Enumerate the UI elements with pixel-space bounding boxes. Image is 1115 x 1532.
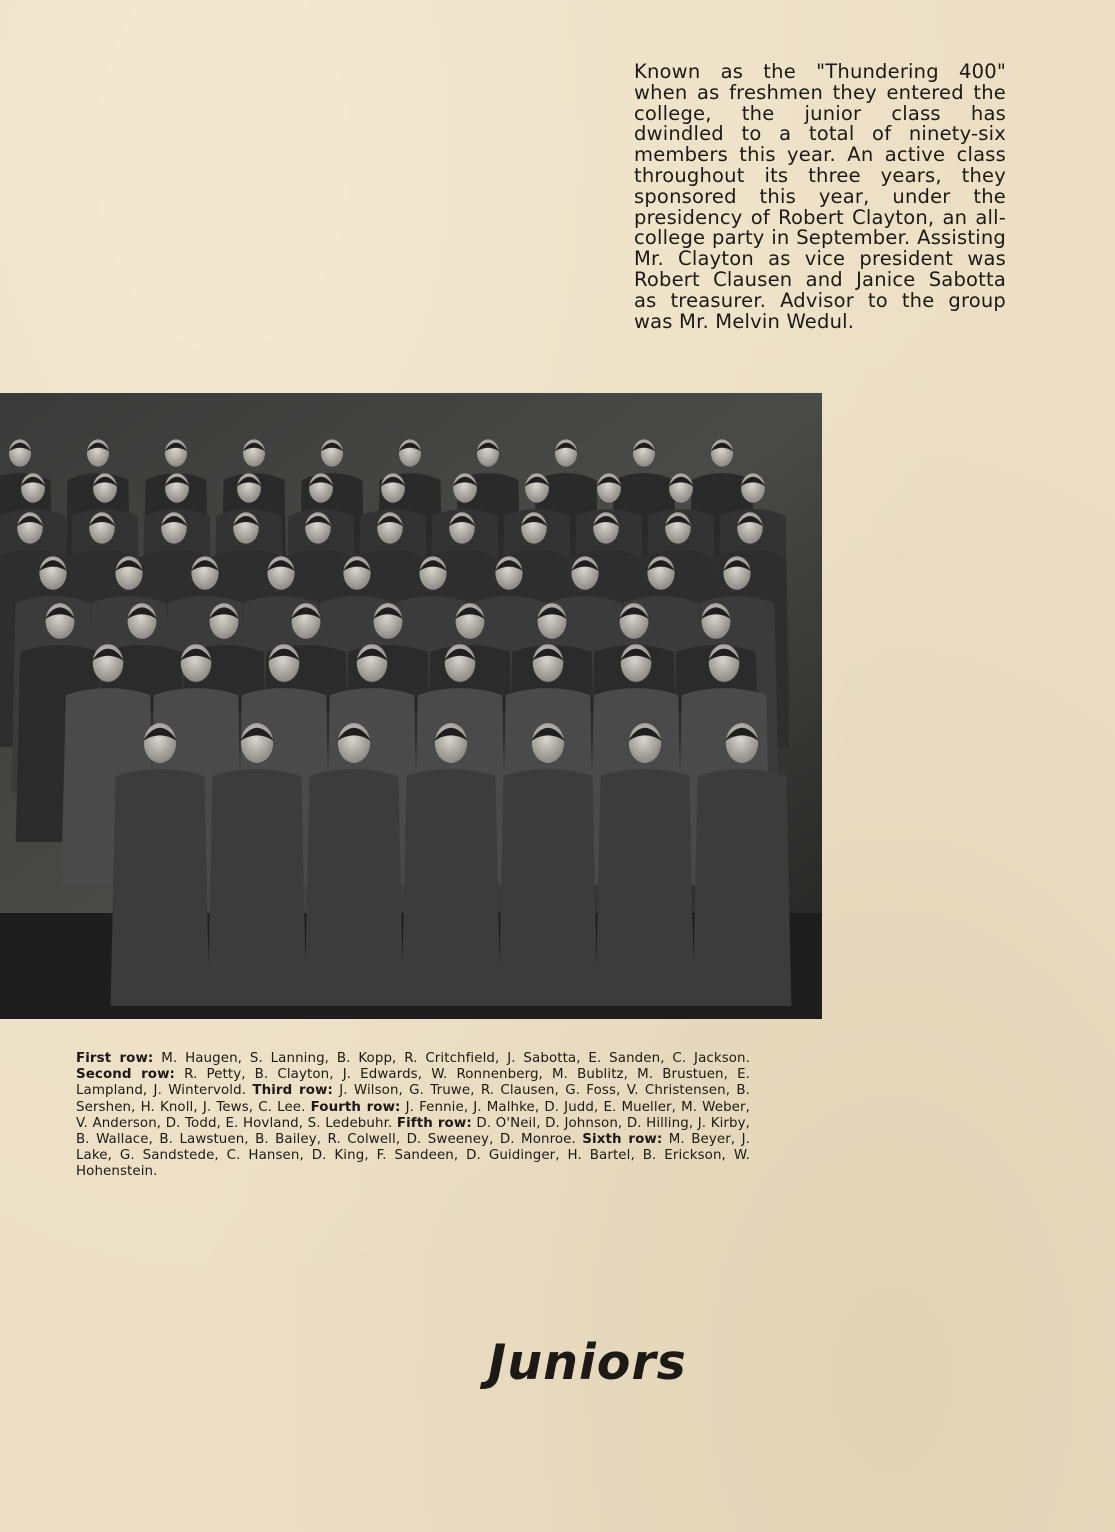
section-title: Juniors (488, 1334, 687, 1391)
photo-caption (76, 1051, 750, 1181)
caption-row-label: First row: (76, 1051, 154, 1066)
intro-paragraph: Known as the "Thundering 400" when as freshmen they entered the college, the junior class has dwindled to a total of ninety-six members this year. An active class throughout its three years, they sponsored this year, under the presidency of Robert Clayton, an all-college party in September. Assisting Mr. Clayton as vice president was Robert Clausen and Janice Sabotta as treasurer. Advisor to the group was Mr. Melvin Wedul. (634, 60, 1006, 333)
caption-row-label: Fifth row: (396, 1115, 472, 1131)
caption-row-names: D. O'Neil, D. Johnson, D. Hilling, J. Kirby, B. Wallace, B. Lawstuen, B. Bailey, R. Colwell, D. Sweeney, D. Monroe. (76, 1115, 750, 1148)
class-group-photo (0, 393, 822, 1019)
caption-row-names: M. Haugen, S. Lanning, B. Kopp, R. Critchfield, J. Sabotta, E. Sanden, C. Jackson. (153, 1051, 751, 1066)
caption-row-names: M. Beyer, J. Lake, G. Sandstede, C. Hansen, D. King, F. Sandeen, D. Guidinger, H. Bartel, B. Erickson, W. Hohenstein. (76, 1132, 750, 1180)
caption-row-label: Sixth row: (582, 1132, 663, 1148)
caption-row-label: Fourth row: (310, 1099, 401, 1115)
caption-row-names: J. Wilson, G. Truwe, R. Clausen, G. Foss, V. Christensen, B. Sershen, H. Knoll, J. Tews, C. Lee. (76, 1083, 750, 1115)
caption-row-names: J. Fennie, J. Malhke, D. Judd, E. Mueller, M. Weber, V. Anderson, D. Todd, E. Hovland, S. Ledebuhr. (76, 1099, 750, 1131)
caption-row-label: Third row: (252, 1083, 333, 1099)
caption-row-label: Second row: (76, 1067, 176, 1083)
caption-row-names: R. Petty, B. Clayton, J. Edwards, W. Ronnenberg, M. Bublitz, M. Brustuen, E. Lampland, J. Wintervold. (76, 1067, 751, 1099)
